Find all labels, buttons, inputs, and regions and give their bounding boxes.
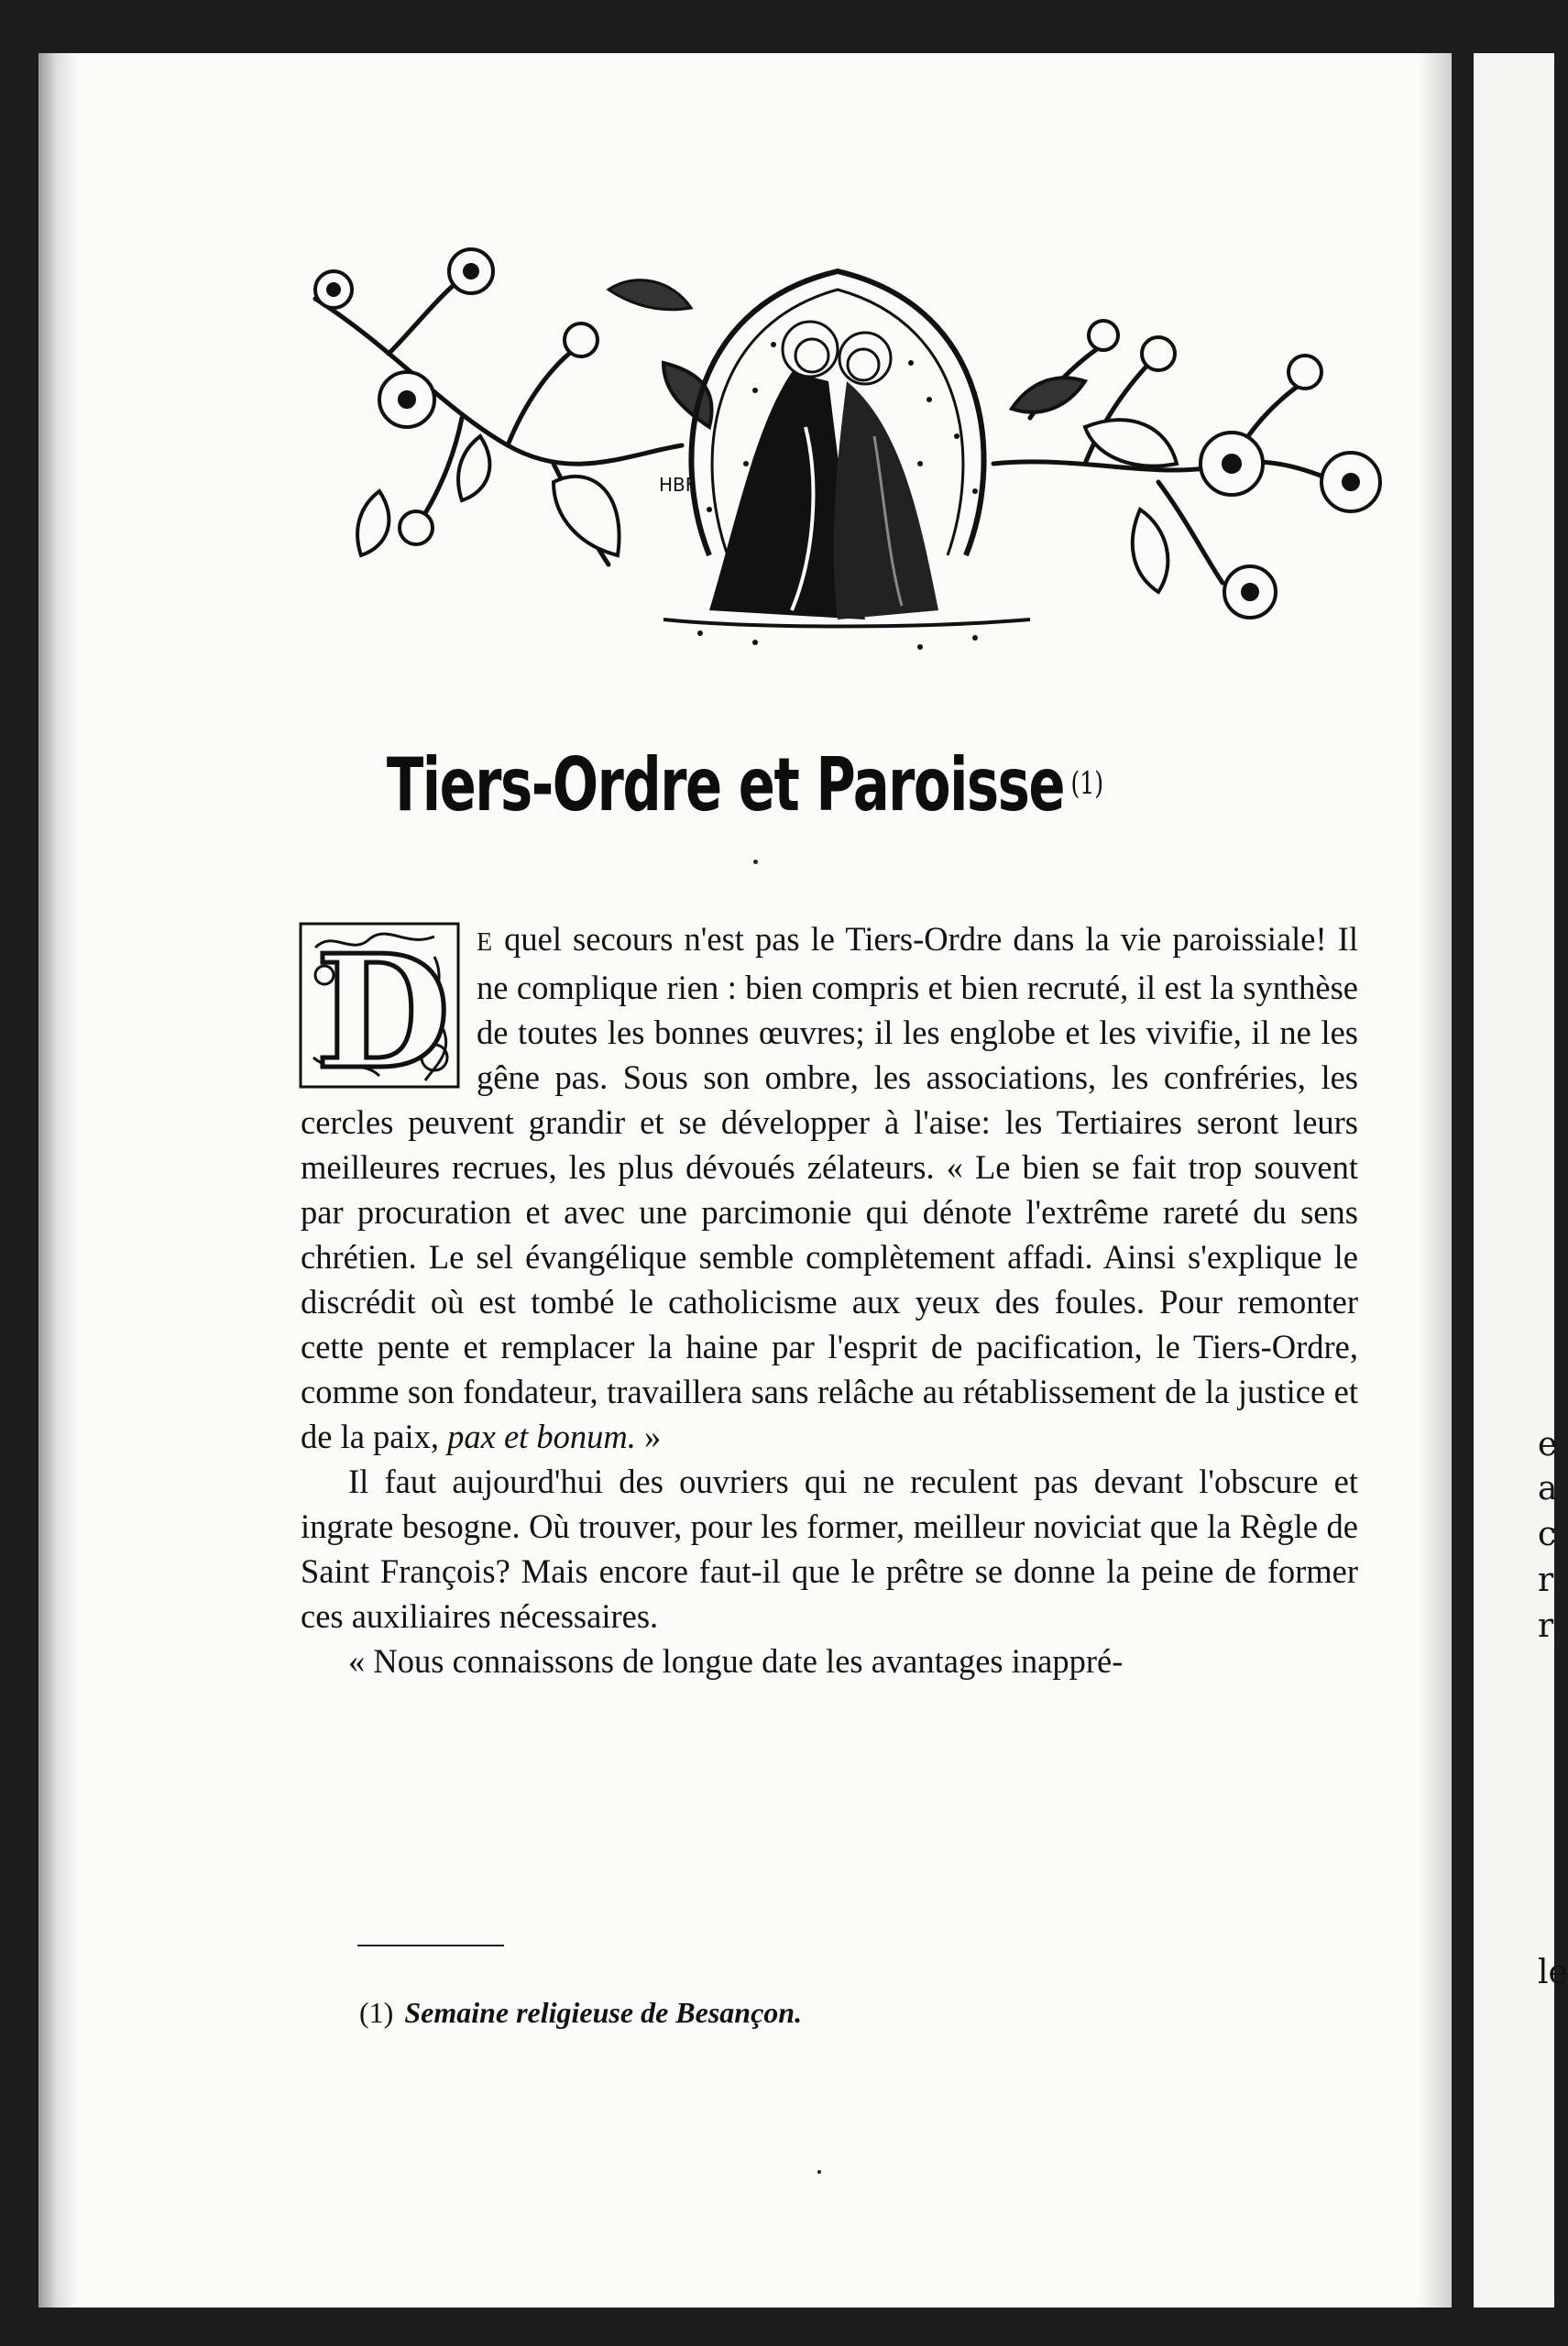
paragraph-2: Il faut aujourd'hui des ouvriers qui ne reculent pas devant l'obscure et ingrate besogne. Où trouver, pour les former, meilleur noviciat que la Règle de Saint François? Mais encore faut-il que le prêtre se donne la peine de former ces auxiliaires nécessaires. <box>301 1463 1358 1635</box>
adjacent-page-fragment: e <box>1538 1426 1558 1464</box>
latin-phrase: pax et bonum. <box>447 1418 636 1455</box>
footnote-number: (1) <box>359 1996 394 2029</box>
page-edge-shadow <box>1419 53 1452 2308</box>
footnote <box>359 1996 1276 2030</box>
book-page <box>38 53 1452 2308</box>
article-body <box>301 916 1358 1683</box>
adjacent-page-fragment: a <box>1538 1470 1558 1507</box>
adjacent-page-fragment: c <box>1538 1516 1557 1553</box>
footnote-rule <box>357 1945 504 1946</box>
ornamental-dropcap <box>297 920 462 1104</box>
paragraph-1-text: quel secours n'est pas le Tiers-Ordre dans la vie paroissiale! Il ne complique rien : bien compris et bien recruté, il est la synthèse de toutes les bonnes œuvres; il les englobe et les vivifie, il ne les gêne pas. Sous son ombre, les associations, les confréries, les cercles peuvent grandir et se développer à l'aise: les Tertiaires seront leurs meilleures recrues, les plus dévoués zélateurs. « Le bien se fait trop souvent par procuration et avec une parcimonie qui dénote l'extrême rareté du sens chrétien. Le sel évangélique semble complètement affadi. Ainsi s'explique le discrédit où est tombé le catholicisme aux yeux des foules. Pour remonter cette pente et remplacer la haine par l'esprit de pacification, le Tiers-Ordre, comme son fondateur, travaillera sans relâche au rétablissement de la justice et de la paix, <box>301 920 1358 1455</box>
footnote-source: Semaine religieuse de Besançon. <box>404 1996 803 2029</box>
title-text: Tiers-Ordre et Paroisse <box>386 742 1065 828</box>
adjacent-page-fragment: r <box>1538 1562 1554 1599</box>
gutter-shadow <box>38 53 79 2308</box>
vignette-signature: HBF <box>659 474 696 496</box>
adjacent-page-fragment: r <box>1538 1607 1554 1645</box>
first-word-rest: E <box>477 928 494 957</box>
paper-speck <box>753 860 758 864</box>
paper-speck <box>817 2170 821 2174</box>
paragraph-3: « Nous connaissons de longue date les avantages inappré- <box>348 1642 1124 1680</box>
adjacent-page-edge <box>1474 53 1568 2308</box>
title-footnote-ref: (1) <box>1070 765 1104 802</box>
dropcap-letter: D <box>315 921 451 1104</box>
saints-vignette-illustration <box>279 189 1397 684</box>
closing-quote: » <box>635 1418 662 1455</box>
page-title <box>222 742 1267 828</box>
adjacent-page-fragment: le <box>1538 1954 1568 1991</box>
paragraph-1 <box>301 916 1358 1459</box>
